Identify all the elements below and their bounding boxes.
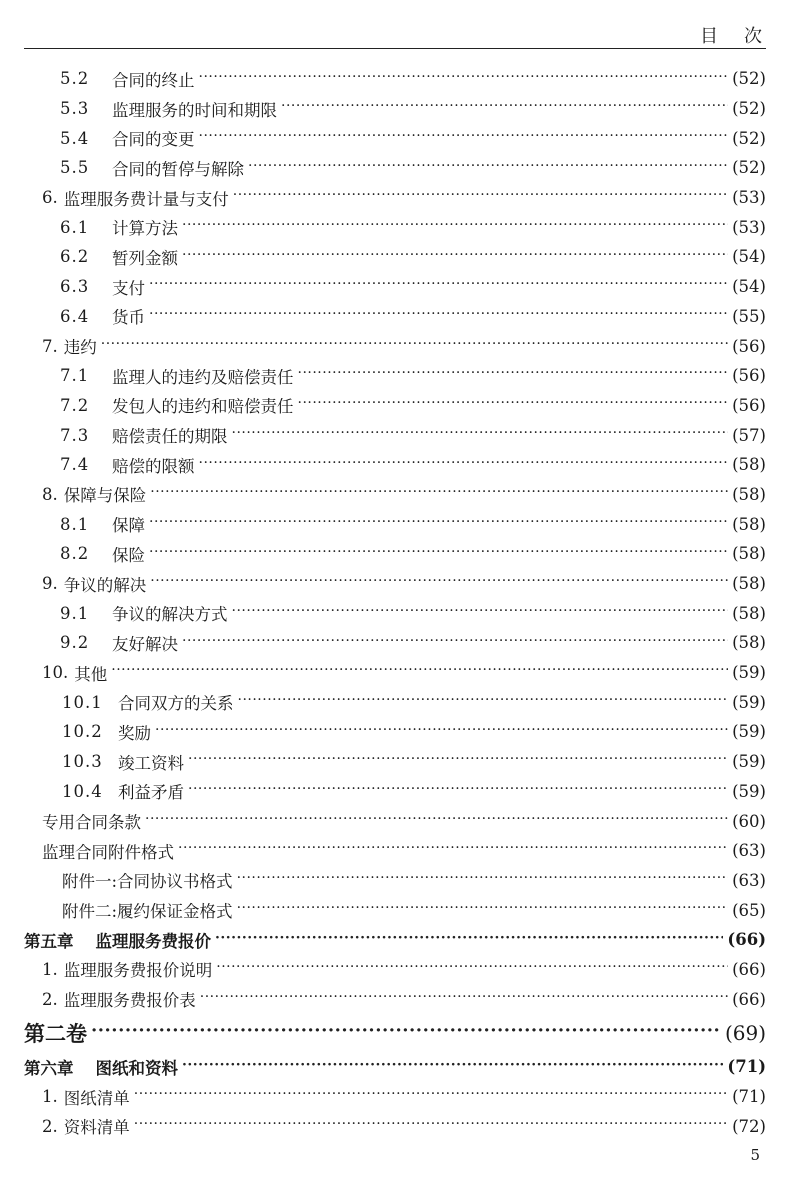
dot-leader	[237, 902, 729, 919]
dot-leader	[182, 1059, 723, 1076]
dot-leader	[232, 605, 729, 622]
toc-entry-page: (59)	[732, 663, 766, 683]
toc-entry-number: 10.1	[62, 692, 103, 712]
toc-entry-title: 合同双方的关系	[118, 694, 234, 714]
toc-entry	[24, 64, 766, 94]
toc-entry	[24, 123, 766, 153]
toc-entry-number: 2.	[42, 1116, 58, 1136]
dot-leader	[232, 427, 729, 444]
toc-entry-page: (59)	[732, 692, 766, 712]
toc-entry	[24, 302, 766, 332]
toc-entry	[24, 895, 766, 925]
toc-entry-title: 合同的变更	[112, 130, 195, 150]
toc-entry-title: 争议的解决方式	[112, 605, 228, 625]
dot-leader	[101, 338, 728, 355]
toc-entry-title: 图纸清单	[63, 1088, 130, 1108]
dot-leader	[111, 664, 728, 681]
page-number: 5	[750, 1146, 760, 1164]
toc-entry	[24, 955, 766, 985]
dot-leader	[216, 961, 728, 978]
toc-entry-title: 资料清单	[63, 1118, 130, 1138]
toc-entry-title: 图纸和资料	[95, 1058, 178, 1078]
toc-entry-page: (66)	[732, 989, 766, 1009]
toc-entry-number: 9.2	[60, 633, 90, 653]
toc-entry-number: 6.4	[60, 306, 90, 326]
toc-entry	[24, 212, 766, 242]
dot-leader	[237, 872, 729, 889]
toc-entry-title: 附件二:履约保证金格式	[62, 902, 233, 922]
toc-entry	[24, 925, 766, 955]
toc-entry-title: 监理服务费报价表	[63, 991, 196, 1011]
toc-entry-title: 保险	[112, 545, 145, 565]
toc-entry-title: 暂列金额	[112, 248, 178, 268]
toc-entry	[24, 1052, 766, 1082]
toc-entry-page: (59)	[732, 722, 766, 742]
toc-entry-number: 8.1	[60, 514, 90, 534]
dot-leader	[155, 724, 728, 741]
toc-entry	[24, 658, 766, 688]
toc-entry	[24, 420, 766, 450]
toc-entry-number: 6.1	[60, 217, 90, 237]
toc-entry-title: 专用合同条款	[42, 813, 141, 833]
toc-entry-page: (66)	[727, 930, 766, 950]
toc-entry-page: (55)	[732, 306, 766, 326]
toc-entry-page: (52)	[732, 158, 766, 178]
toc-entry	[24, 866, 766, 896]
dot-leader	[215, 932, 723, 949]
toc-entry-number: 5.3	[60, 99, 90, 119]
toc-entry-page: (58)	[732, 544, 766, 564]
dot-leader	[238, 694, 729, 711]
toc-entry-number: 9.	[42, 574, 58, 594]
toc-entry-title: 发包人的违约和赔偿责任	[112, 397, 294, 417]
toc-entry-title: 争议的解决	[63, 575, 147, 595]
toc-entry-page: (66)	[732, 959, 766, 979]
toc-entry	[24, 480, 766, 510]
toc-entry-page: (58)	[732, 633, 766, 653]
toc-entry-title: 监理服务费计量与支付	[63, 189, 229, 209]
toc-entry-title: 保障	[112, 516, 145, 536]
toc-entry-number: 5.2	[60, 69, 90, 89]
toc-entry-page: (63)	[732, 841, 766, 861]
toc-entry-title: 监理服务的时间和期限	[112, 100, 277, 120]
toc-entry-number: 1.	[42, 959, 58, 979]
toc-entry-number: 5.5	[60, 158, 90, 178]
toc-entry-number: 6.3	[60, 277, 90, 297]
toc-entry-number: 7.4	[60, 455, 90, 475]
dot-leader	[188, 753, 728, 770]
toc-entry-title: 监理服务费报价说明	[63, 961, 213, 981]
toc-entry	[24, 1082, 766, 1112]
toc-entry	[24, 777, 766, 807]
dot-leader	[199, 71, 729, 88]
toc-entry-title: 合同的终止	[112, 70, 195, 90]
toc-entry	[24, 272, 766, 302]
toc-entry-title: 奖励	[118, 723, 151, 743]
toc-entry-number: 6.2	[60, 247, 90, 267]
toc-entry-title: 监理人的违约及赔偿责任	[112, 367, 294, 387]
toc-entry-number: 6.	[42, 188, 58, 208]
toc-entry-title: 支付	[112, 278, 145, 298]
dot-leader	[149, 516, 728, 533]
table-of-contents	[24, 64, 766, 1141]
toc-entry-number: 10.	[42, 663, 69, 683]
toc-entry-page: (58)	[732, 514, 766, 534]
toc-entry-page: (71)	[727, 1057, 766, 1077]
toc-entry-title: 监理合同附件格式	[42, 842, 174, 862]
toc-entry	[24, 94, 766, 124]
toc-entry-title: 赔偿责任的期限	[112, 427, 228, 447]
toc-entry-number: 9.1	[60, 603, 90, 623]
dot-leader	[298, 367, 729, 384]
toc-entry-number: 2.	[42, 989, 58, 1009]
toc-entry-page: (54)	[732, 247, 766, 267]
toc-entry-number: 7.	[42, 336, 58, 356]
toc-entry-number: 第六章	[24, 1058, 74, 1078]
toc-entry-page: (69)	[724, 1021, 766, 1045]
toc-entry	[24, 391, 766, 421]
toc-entry-page: (57)	[732, 425, 766, 445]
toc-entry	[24, 242, 766, 272]
toc-entry-page: (65)	[732, 900, 766, 920]
dot-leader	[91, 1023, 721, 1044]
toc-entry	[24, 717, 766, 747]
toc-entry	[24, 361, 766, 391]
toc-entry-title: 附件一:合同协议书格式	[62, 872, 233, 892]
toc-entry-page: (56)	[732, 366, 766, 386]
dot-leader	[182, 249, 728, 266]
toc-entry	[24, 806, 766, 836]
toc-entry-page: (58)	[732, 484, 766, 504]
toc-entry-title: 货币	[112, 308, 145, 328]
toc-entry	[24, 747, 766, 777]
toc-entry	[24, 153, 766, 183]
toc-entry	[24, 598, 766, 628]
dot-leader	[150, 575, 728, 592]
toc-entry-title: 利益矛盾	[118, 783, 184, 803]
toc-entry	[24, 183, 766, 213]
toc-entry	[24, 687, 766, 717]
dot-leader	[248, 160, 728, 177]
toc-entry-number: 7.1	[60, 366, 90, 386]
dot-leader	[182, 219, 728, 236]
toc-entry-page: (59)	[732, 781, 766, 801]
toc-entry-page: (60)	[732, 811, 766, 831]
toc-entry-page: (54)	[732, 277, 766, 297]
toc-entry-page: (52)	[732, 128, 766, 148]
toc-entry-page: (56)	[732, 336, 766, 356]
toc-entry	[24, 569, 766, 599]
dot-leader	[200, 991, 728, 1008]
toc-entry-title: 监理服务费报价	[95, 931, 211, 951]
header-title: 目次	[700, 26, 788, 47]
toc-entry-title: 违约	[63, 338, 97, 358]
toc-entry	[24, 628, 766, 658]
toc-entry-page: (52)	[732, 99, 766, 119]
toc-entry-number: 1.	[42, 1087, 58, 1107]
dot-leader	[298, 397, 729, 414]
page-header	[24, 20, 788, 49]
dot-leader	[178, 842, 728, 859]
dot-leader	[145, 813, 728, 830]
toc-entry-page: (52)	[732, 69, 766, 89]
toc-entry-title: 计算方法	[112, 219, 178, 239]
dot-leader	[182, 635, 728, 652]
dot-leader	[188, 783, 728, 800]
toc-entry-page: (59)	[732, 752, 766, 772]
toc-entry-page: (53)	[732, 188, 766, 208]
toc-entry-page: (58)	[732, 603, 766, 623]
toc-entry-page: (63)	[732, 870, 766, 890]
toc-entry	[24, 1014, 766, 1052]
dot-leader	[199, 130, 729, 147]
toc-entry-title: 第二卷	[24, 1021, 87, 1046]
dot-leader	[233, 189, 728, 206]
toc-entry-number: 第五章	[24, 931, 74, 951]
toc-entry	[24, 450, 766, 480]
dot-leader	[149, 546, 728, 563]
toc-entry-page: (53)	[732, 217, 766, 237]
toc-entry	[24, 984, 766, 1014]
toc-entry-title: 保障与保险	[63, 486, 147, 506]
toc-entry-title: 其他	[74, 664, 108, 684]
toc-entry-page: (58)	[732, 574, 766, 594]
dot-leader	[150, 486, 728, 503]
toc-entry-number: 10.2	[62, 722, 103, 742]
toc-entry-number: 10.3	[62, 752, 103, 772]
toc-entry-number: 10.4	[62, 781, 103, 801]
dot-leader	[281, 100, 728, 117]
toc-entry	[24, 836, 766, 866]
toc-entry-page: (71)	[732, 1087, 766, 1107]
dot-leader	[134, 1118, 728, 1135]
toc-entry-number: 8.	[42, 484, 58, 504]
toc-entry-title: 赔偿的限额	[112, 456, 195, 476]
toc-entry-number: 7.3	[60, 425, 90, 445]
dot-leader	[149, 278, 728, 295]
toc-entry-page: (56)	[732, 395, 766, 415]
toc-entry-number: 7.2	[60, 395, 90, 415]
toc-entry-number: 5.4	[60, 128, 90, 148]
dot-leader	[199, 457, 729, 474]
toc-entry	[24, 1111, 766, 1141]
toc-entry	[24, 539, 766, 569]
dot-leader	[149, 308, 728, 325]
toc-entry	[24, 331, 766, 361]
toc-entry-number: 8.2	[60, 544, 90, 564]
toc-entry-title: 竣工资料	[118, 753, 184, 773]
dot-leader	[134, 1088, 728, 1105]
toc-entry-page: (58)	[732, 455, 766, 475]
toc-entry-page: (72)	[732, 1116, 766, 1136]
toc-entry	[24, 509, 766, 539]
toc-entry-title: 友好解决	[112, 634, 178, 654]
toc-entry-title: 合同的暂停与解除	[112, 159, 244, 179]
